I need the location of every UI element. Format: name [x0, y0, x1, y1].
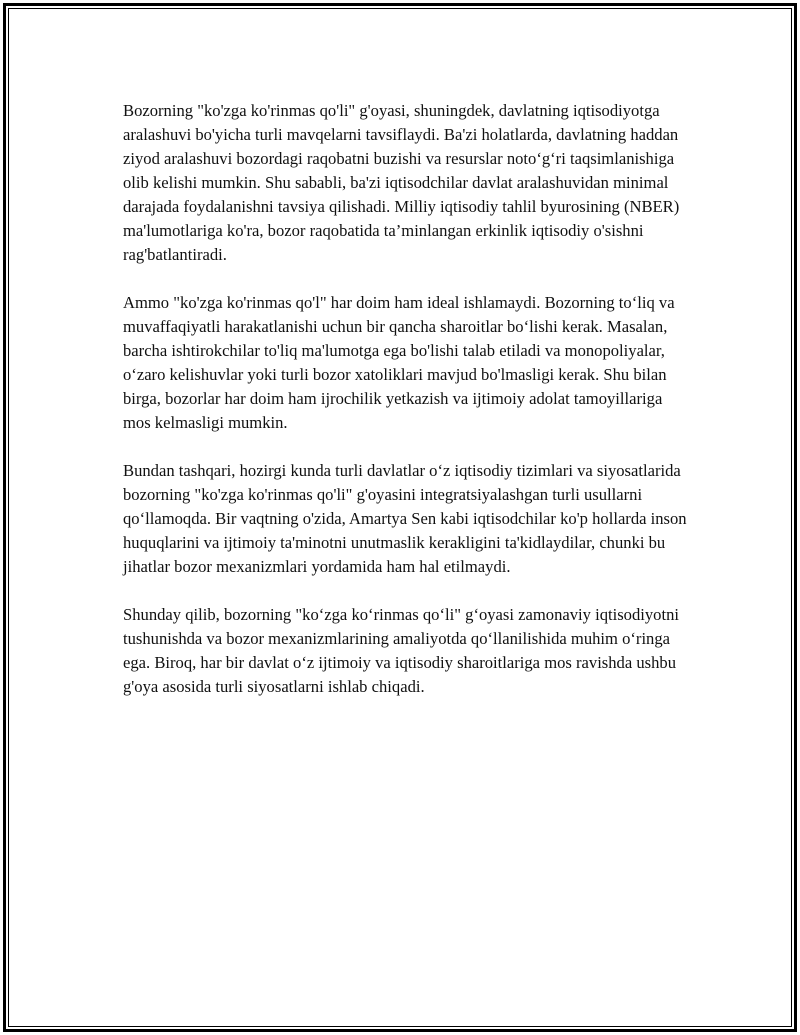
paragraph-4: Shunday qilib, bozorning "ko‘zga ko‘rinmas qo‘li" g‘oyasi zamonaviy iqtisodiyotni tushunishda va bozor mexanizmlarining amaliyotda qo‘llanilishida muhim o‘ringa ega. Biroq, har bir davlat o‘z ijtimoiy va iqtisodiy sharoitlariga mos ravishda ushbu g'oya asosida turli siyosatlarni ishlab chiqadi.	[123, 605, 679, 696]
document-body	[123, 99, 693, 723]
paragraph-1: Bozorning "ko'zga ko'rinmas qo'li" g'oyasi, shuningdek, davlatning iqtisodiyotga aralashuvi bo'yicha turli mavqelarni tavsiflaydi. Ba'zi holatlarda, davlatning haddan ziyod aralashuvi bozordagi raqobatni buzishi va resurslar noto‘g‘ri taqsimlanishiga olib kelishi mumkin. Shu sababli, ba'zi iqtisodchilar davlat aralashuvidan minimal darajada foydalanishni tavsiya qilishadi. Milliy iqtisodiy tahlil byurosining (NBER) ma'lumotlariga ko'ra, bozor raqobatida ta’minlangan erkinlik iqtisodiy o'sishni rag'batlantiradi.	[123, 101, 680, 264]
page-frame	[3, 3, 797, 1032]
paragraph-3: Bundan tashqari, hozirgi kunda turli davlatlar o‘z iqtisodiy tizimlari va siyosatlarida bozorning "ko'zga ko'rinmas qo'li" g'oyasini integratsiyalashgan turli usullarni qo‘llamoqda. Bir vaqtning o'zida, Amartya Sen kabi iqtisodchilar ko'p hollarda inson huquqlarini va ijtimoiy ta'minotni unutmaslik kerakligini ta'kidlaydilar, chunki bu jihatlar bozor mexanizmlari yordamida ham hal etilmaydi.	[123, 461, 687, 576]
paragraph-2: Ammo "ko'zga ko'rinmas qo'l" har doim ham ideal ishlamaydi. Bozorning to‘liq va muvaffaqiyatli harakatlanishi uchun bir qancha sharoitlar bo‘lishi kerak. Masalan, barcha ishtirokchilar to'liq ma'lumotga ega bo'lishi talab etiladi va monopoliyalar, o‘zaro kelishuvlar yoki turli bozor xatoliklari mavjud bo'lmasligi kerak. Shu bilan birga, bozorlar har doim ham ijrochilik yetkazish va ijtimoiy adolat tamoyillariga mos kelmasligi mumkin.	[123, 293, 675, 432]
